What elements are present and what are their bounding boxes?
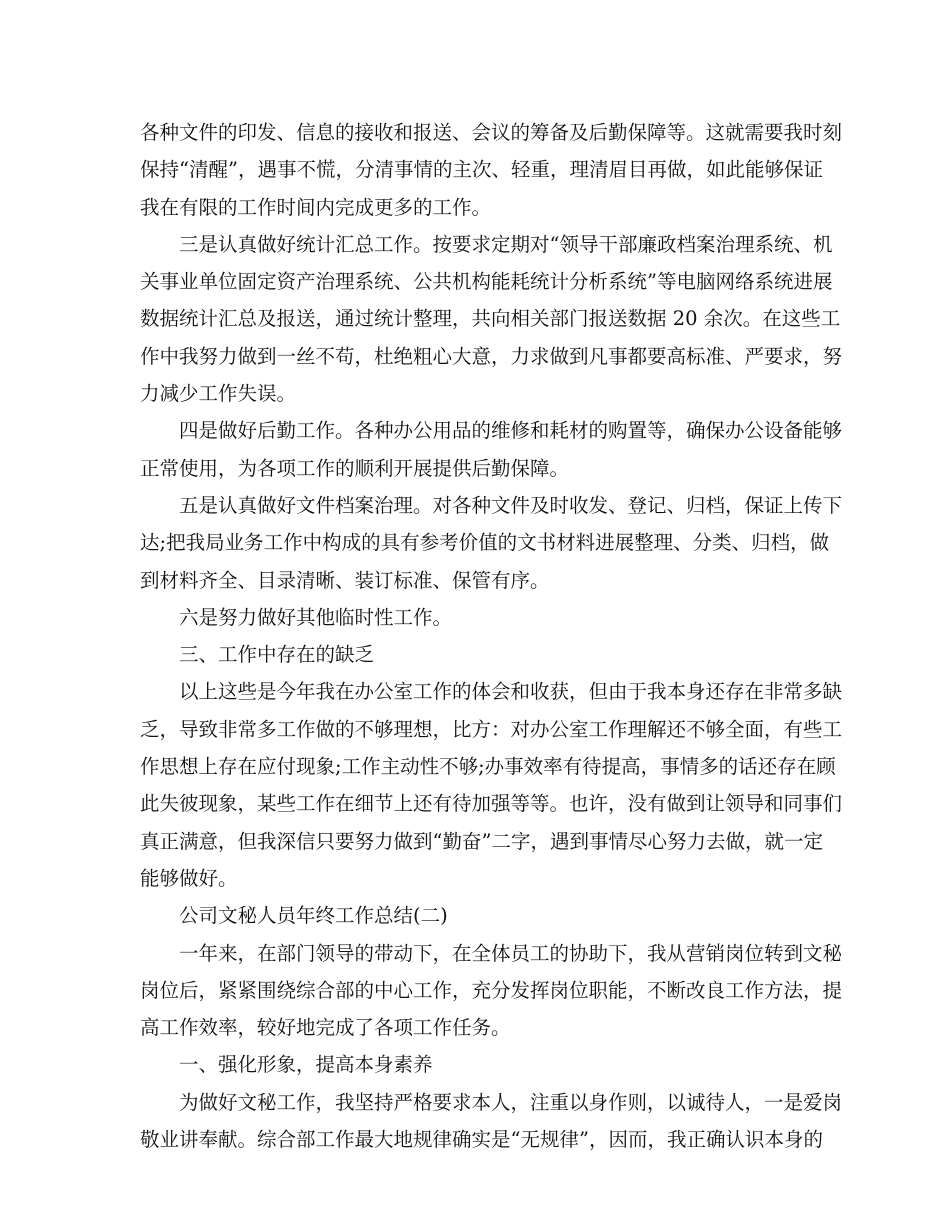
text-line: 六是努力做好其他临时性工作。 [179, 605, 453, 629]
text-line: 作思想上存在应付现象;工作主动性不够;办事效率有待提高，事情多的话还存在顾 [140, 755, 836, 779]
text-line: 乏，导致非常多工作做的不够理想，比方：对办公室工作理解还不够全面，有些工 [140, 717, 843, 741]
text-line: 五是认真做好文件档案治理。对各种文件及时收发、登记、归档，保证上传下 [179, 493, 843, 517]
text-line: 作中我努力做到一丝不苟，杜绝粗心大意，力求做到凡事都要高标准、严要求，努 [140, 344, 843, 368]
text-line: 各种文件的印发、信息的接收和报送、会议的筹备及后勤保障等。这就需要我时刻 [140, 121, 843, 144]
text-line: 四是做好后勤工作。各种办公用品的维修和耗材的购置等，确保办公设备能够 [179, 419, 843, 443]
text-line: 此失彼现象，某些工作在细节上还有待加强等等。也许，没有做到让领导和同事们 [140, 792, 843, 816]
text-line: 能够做好。 [140, 866, 238, 890]
text-line: 真正满意，但我深信只要努力做到“勤奋”二字，遇到事情尽心努力去做，就一定 [140, 829, 823, 853]
text-line: 三、工作中存在的缺乏 [179, 643, 375, 667]
text-line: 公司文秘人员年终工作总结(二) [179, 904, 448, 928]
text-line: 力减少工作失误。 [140, 382, 297, 406]
text-line: 岗位后，紧紧围绕综合部的中心工作，充分发挥岗位职能，不断改良工作方法，提 [140, 978, 843, 1002]
document-body [140, 114, 843, 1158]
text-line: 高工作效率，较好地完成了各项工作任务。 [140, 1016, 511, 1040]
text-line: 一、强化形象，提高本身素养 [179, 1053, 433, 1077]
text-line: 正常使用，为各项工作的顺利开展提供后勤保障。 [140, 456, 570, 480]
text-line: 为做好文秘工作，我坚持严格要求本人，注重以身作则，以诚待人，一是爱岗 [179, 1090, 843, 1114]
text-line: 以上这些是今年我在办公室工作的体会和收获，但由于我本身还存在非常多缺 [179, 680, 843, 704]
text-line: 达;把我局业务工作中构成的具有参考价值的文书材料进展整理、分类、归档，做 [140, 531, 830, 555]
text-line: 敬业讲奉献。综合部工作最大地规律确实是“无规律”，因而，我正确认识本身的 [140, 1128, 823, 1152]
text-line: 三是认真做好统计汇总工作。按要求定期对“领导干部廉政档案治理系统、机 [179, 232, 833, 256]
text-line: 数据统计汇总及报送，通过统计整理，共向相关部门报送数据 20 余次。在这些工 [140, 307, 841, 331]
text-line: 保持“清醒”，遇事不慌，分清事情的主次、轻重，理清眉目再做，如此能够保证 [140, 158, 823, 182]
text-line: 到材料齐全、目录清晰、装订标准、保管有序。 [140, 568, 550, 592]
text-line: 关事业单位固定资产治理系统、公共机构能耗统计分析系统”等电脑网络系统进展 [140, 270, 833, 294]
text-line: 一年来，在部门领导的带动下，在全体员工的协助下，我从营销岗位转到文秘 [179, 941, 843, 965]
text-line: 我在有限的工作时间内完成更多的工作。 [140, 195, 492, 219]
